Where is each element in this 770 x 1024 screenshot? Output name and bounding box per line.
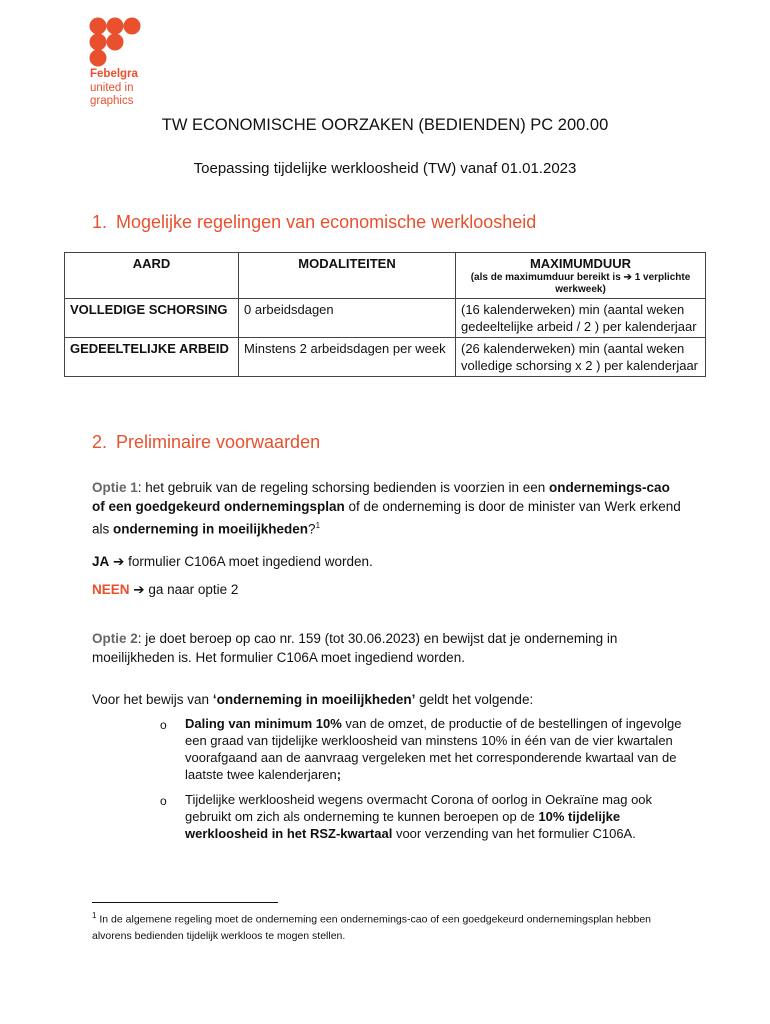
table-row (65, 338, 706, 377)
optie-1-text: of de onderneming is door de minister van Werk erkend als (92, 499, 681, 537)
header-maximumduur-note: (als de maximumduur bereikt is ➔ 1 verplichte werkweek) (470, 272, 691, 295)
regelingen-table (64, 252, 706, 377)
footnote-ref: 1 (315, 521, 321, 530)
neen-line (92, 580, 682, 599)
logo-text (90, 68, 138, 109)
section-1-number: 1. (92, 212, 108, 232)
section-2-title: Preliminaire voorwaarden (116, 432, 321, 452)
neen-text: ga naar optie 2 (144, 582, 239, 597)
document-subtitle: Toepassing tijdelijke werkloosheid (TW) vanaf 01.01.2023 (193, 160, 577, 177)
table-header-row (65, 253, 706, 299)
header-aard: AARD (65, 253, 239, 299)
document-title: TW ECONOMISCHE OORZAKEN (BEDIENDEN) PC 200.00 (161, 116, 609, 134)
footnote-number: 1 (92, 911, 97, 920)
section-2-heading (92, 432, 320, 453)
arrow-right-icon: ➔ (113, 554, 125, 569)
bullet-text: Tijdelijke werkloosheid wegens overmacht Corona of oorlog in Oekraïne mag ook gebruikt om zich als onderneming te kunnen beroepen op de (185, 792, 653, 824)
bewijs-text: Voor het bewijs van (92, 692, 213, 707)
bullet-emphasis: Daling van minimum 10% (185, 716, 342, 731)
footnote (92, 908, 682, 944)
bullet-emphasis: 10% tijdelijke werkloosheid in het RSZ-kwartaal (185, 809, 621, 841)
header-modaliteiten: MODALITEITEN (239, 253, 456, 299)
bullet-marker: o (160, 718, 167, 732)
optie-1-paragraph (92, 478, 682, 539)
optie-1-emphasis: ondernemings-cao of een goedgekeurd ondernemingsplan (92, 480, 670, 514)
logo-line-1: Febelgra (90, 68, 138, 80)
cell-aard: VOLLEDIGE SCHORSING (65, 299, 239, 338)
cell-modaliteiten: 0 arbeidsdagen (239, 299, 456, 338)
section-1-heading (92, 212, 536, 233)
cell-aard: GEDEELTELIJKE ARBEID (65, 338, 239, 377)
footnote-divider (92, 902, 278, 903)
ja-label: JA (92, 554, 110, 569)
ja-text: formulier C106A moet ingediend worden. (124, 554, 373, 569)
optie-1-text: ? (308, 521, 316, 537)
footnote-text: In de algemene regeling moet de onderneming een ondernemings-cao of een goedgekeurd ondernemingsplan hebben alvorens bedienden tijdelijk werkloos te mogen stellen. (92, 913, 652, 942)
ja-line (92, 552, 682, 571)
bullet-emphasis: ; (336, 767, 342, 782)
list-item (185, 791, 685, 842)
header-maximumduur-label: MAXIMUMDUUR (529, 256, 632, 271)
cell-maximumduur: (26 kalenderweken) min (aantal weken volledige schorsing x 2 ) per kalenderjaar (456, 338, 706, 377)
table-row (65, 299, 706, 338)
bullet-text: voor verzending van het formulier C106A. (392, 826, 636, 841)
logo-line-3: graphics (90, 95, 134, 107)
list-item (185, 715, 685, 783)
optie-1-text: : het gebruik van de regeling schorsing bedienden is voorzien in een (137, 480, 550, 495)
bewijs-paragraph (92, 690, 682, 709)
optie-2-label: Optie 2 (92, 631, 138, 646)
bullet-text: van de omzet, de productie of de bestellingen of ingevolge een graad van tijdelijke werkloosheid van minstens 10% in één van de vier kwartalen voorafgaand aan de aanvraag vergeleken met het corresponderende kwartaal van de laatste twee kalenderjaren (185, 716, 682, 782)
bullet-marker: o (160, 794, 167, 808)
cell-maximumduur: (16 kalenderweken) min (aantal weken gedeeltelijke arbeid / 2 ) per kalenderjaar (456, 299, 706, 338)
optie-2-paragraph (92, 629, 682, 667)
section-2-number: 2. (92, 432, 108, 452)
optie-1-label: Optie 1 (92, 480, 138, 495)
arrow-right-icon: ➔ (133, 582, 145, 597)
bewijs-text: geldt het volgende: (415, 692, 534, 707)
optie-2-text: : je doet beroep op cao nr. 159 (tot 30.06.2023) en bewijst dat je onderneming in moeilijkheden is. Het formulier C106A moet ingediend worden. (92, 631, 618, 665)
bewijs-emphasis: ‘onderneming in moeilijkheden’ (212, 692, 416, 707)
neen-label: NEEN (92, 582, 130, 597)
cell-modaliteiten: Minstens 2 arbeidsdagen per week (239, 338, 456, 377)
section-1-title: Mogelijke regelingen van economische werkloosheid (116, 212, 537, 232)
optie-1-emphasis: onderneming in moeilijkheden (113, 521, 309, 537)
header-maximumduur (456, 253, 706, 299)
logo-line-2: united in (90, 81, 134, 94)
